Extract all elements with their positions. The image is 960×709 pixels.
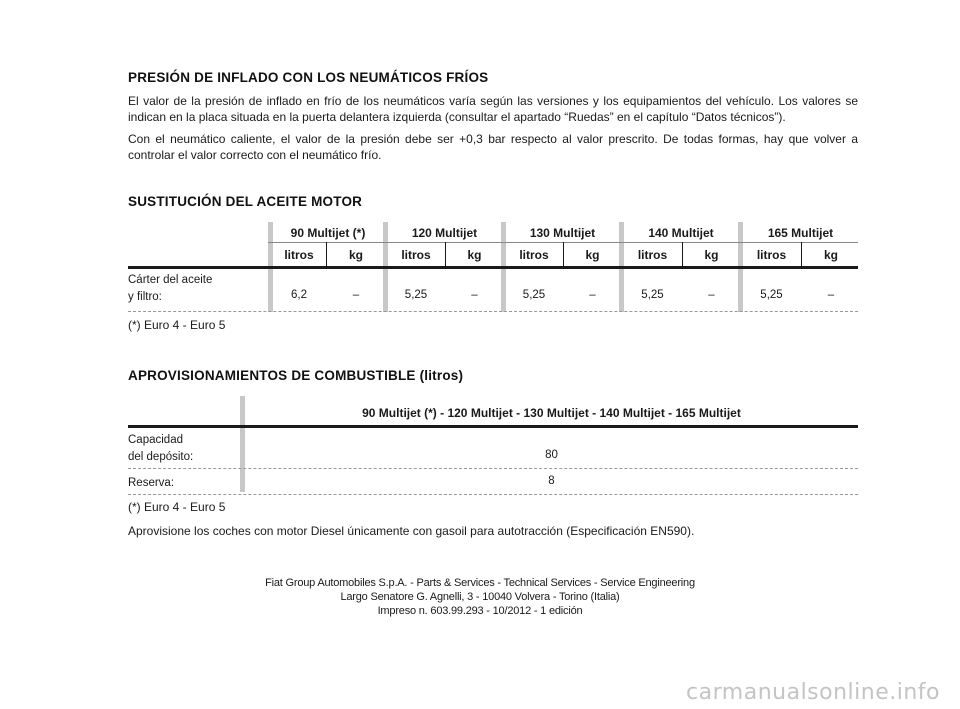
oil-value: – xyxy=(589,289,596,301)
oil-footnote: (*) Euro 4 - Euro 5 xyxy=(128,318,226,332)
oil-sub-header: kg xyxy=(585,248,600,262)
oil-group-header: 140 Multijet xyxy=(648,226,714,240)
fuel-header-thick-rule xyxy=(128,425,858,428)
oil-table xyxy=(128,222,858,332)
footer-line-company: Fiat Group Automobiles S.p.A. - Parts & Services - Technical Services - Service Engineering xyxy=(265,577,695,589)
fuel-heading-main: APROVISIONAMIENTOS DE COMBUSTIBLE xyxy=(128,368,416,383)
fuel-reserve-value: 8 xyxy=(548,475,555,487)
oil-group-header: 165 Multijet xyxy=(767,226,834,240)
oil-sub-divider xyxy=(445,242,446,268)
oil-value: – xyxy=(471,289,478,301)
fuel-table xyxy=(128,396,858,496)
page-footer xyxy=(0,576,960,618)
oil-value: – xyxy=(352,289,360,301)
fuel-row-label: Capacidad xyxy=(128,434,183,446)
site-watermark: carmanualsonline.info xyxy=(686,680,940,705)
oil-sub-header: litros xyxy=(756,248,787,262)
oil-value: 6,2 xyxy=(291,289,307,301)
tire-pressure-heading: PRESIÓN DE INFLADO CON LOS NEUMÁTICOS FRÍOS xyxy=(128,70,489,85)
fuel-heading xyxy=(128,368,463,383)
oil-row-label: Cárter del aceite xyxy=(128,274,213,286)
oil-sub-divider xyxy=(682,242,683,268)
oil-sub-header: kg xyxy=(467,248,482,262)
oil-sub-header: litros xyxy=(519,248,549,262)
oil-value: – xyxy=(708,289,715,301)
oil-value: 5,25 xyxy=(641,289,664,301)
oil-row-label: y filtro: xyxy=(128,291,162,303)
oil-sub-divider xyxy=(563,242,564,268)
fuel-row-label: Reserva: xyxy=(128,477,175,489)
oil-sub-header: litros xyxy=(637,248,668,262)
tire-pressure-paragraph-1: El valor de la presión de inflado en frío de los neumáticos varía según las versiones y los equipamientos del vehículo. Los valores se indican en la placa situada en la puerta delantera izquierda (consultar el apartado “Ruedas” en el capítulo “Datos técnicos”). xyxy=(128,94,858,124)
oil-value: 5,25 xyxy=(760,289,783,301)
tire-pressure-paragraph-2: Con el neumático caliente, el valor de la presión debe ser +0,3 bar respecto al valor prescrito. De todas formas, hay que volver a controlar el valor correcto con el neumático frío. xyxy=(128,132,858,162)
oil-bottom-rule xyxy=(128,311,858,312)
oil-sub-header: litros xyxy=(401,248,431,262)
oil-change-heading: SUSTITUCIÓN DEL ACEITE MOTOR xyxy=(128,194,363,209)
fuel-tank-capacity-value: 80 xyxy=(545,449,558,461)
oil-sub-header: litros xyxy=(284,248,314,262)
fuel-bottom-rule xyxy=(128,494,858,495)
oil-sub-divider xyxy=(801,242,802,268)
oil-value: 5,25 xyxy=(404,289,428,301)
oil-value: – xyxy=(827,289,835,301)
oil-value: 5,25 xyxy=(522,289,546,301)
oil-group-header: 130 Multijet xyxy=(529,226,596,240)
fuel-table-header: 90 Multijet (*) - 120 Multijet - 130 Multijet - 140 Multijet - 165 Multijet xyxy=(362,406,741,420)
footer-line-address: Largo Senatore G. Agnelli, 3 - 10040 Volvera - Torino (Italia) xyxy=(340,591,620,603)
oil-sub-header: kg xyxy=(704,248,719,262)
fuel-row-rule xyxy=(128,468,858,469)
oil-sub-header: kg xyxy=(823,248,838,262)
fuel-heading-unit: (litros) xyxy=(419,368,464,383)
oil-group-header: 120 Multijet xyxy=(411,226,478,240)
fuel-row-label: del depósito: xyxy=(128,451,194,463)
oil-group-header: 90 Multijet (*) xyxy=(290,226,366,240)
fuel-footnote: (*) Euro 4 - Euro 5 xyxy=(128,500,226,514)
footer-line-print: Impreso n. 603.99.293 - 10/2012 - 1 edición xyxy=(377,605,583,617)
oil-header-thick-rule xyxy=(128,266,858,269)
oil-sub-divider xyxy=(326,242,327,268)
oil-sub-header: kg xyxy=(348,248,363,262)
fuel-paragraph: Aprovisione los coches con motor Diesel únicamente con gasoil para autotracción (Especificación EN590). xyxy=(128,524,695,538)
